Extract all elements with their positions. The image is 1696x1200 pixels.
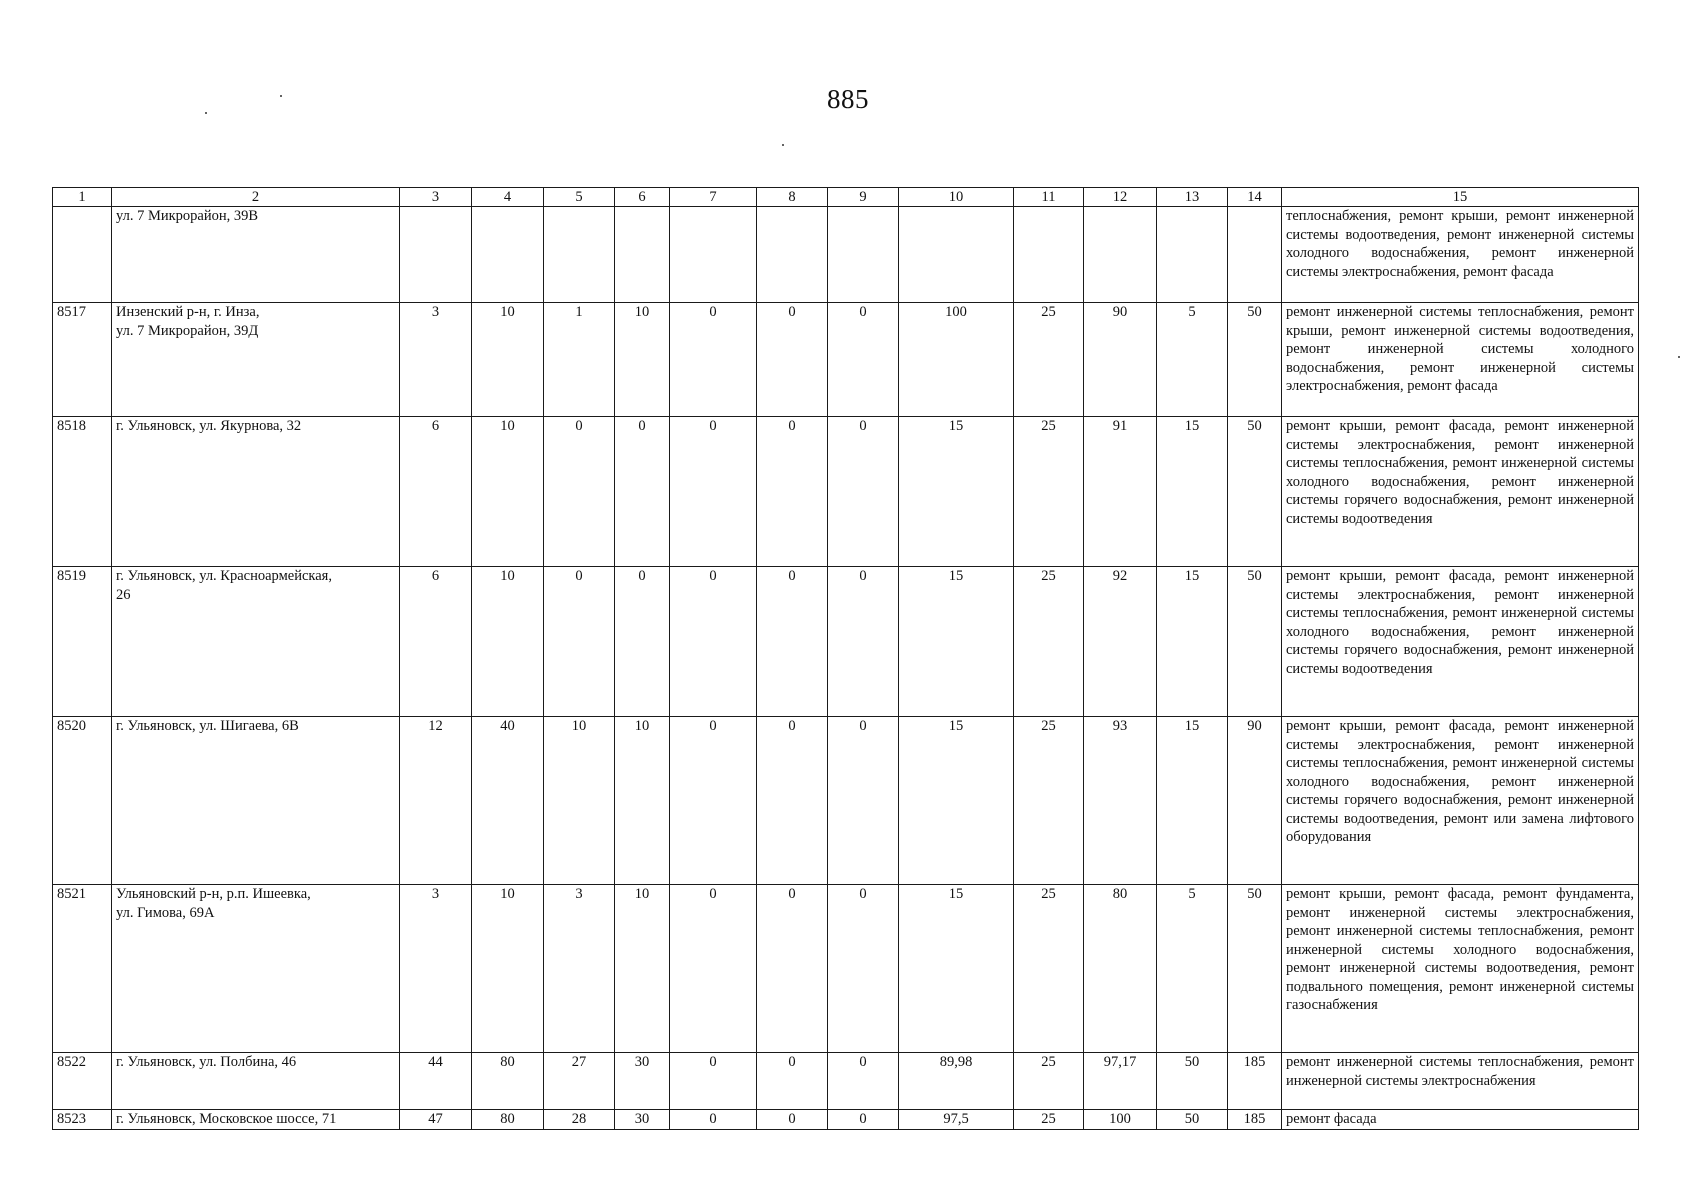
column-header-3: 3 [400,188,472,207]
value-cell: 100 [899,303,1014,417]
value-cell: 0 [757,1053,828,1110]
value-cell: 12 [400,717,472,885]
value-cell [472,207,544,303]
value-cell: 28 [544,1110,615,1130]
value-cell: 3 [400,885,472,1053]
value-cell: 10 [472,885,544,1053]
value-cell [1157,207,1228,303]
value-cell: 15 [1157,717,1228,885]
value-cell [670,207,757,303]
table-row [53,717,1639,885]
value-cell: 89,98 [899,1053,1014,1110]
value-cell: 25 [1014,567,1084,717]
value-cell: 0 [757,567,828,717]
value-cell: 15 [899,717,1014,885]
value-cell: 0 [670,1053,757,1110]
value-cell: 90 [1228,717,1282,885]
column-header-2: 2 [112,188,400,207]
value-cell: 5 [1157,885,1228,1053]
value-cell: 3 [544,885,615,1053]
row-id-cell: 8523 [53,1110,112,1130]
value-cell: 10 [615,717,670,885]
value-cell: 15 [899,567,1014,717]
value-cell: 15 [899,417,1014,567]
value-cell: 0 [828,567,899,717]
row-id-cell: 8521 [53,885,112,1053]
address-cell: г. Ульяновск, ул. Шигаева, 6В [112,717,400,885]
value-cell: 10 [615,885,670,1053]
column-header-5: 5 [544,188,615,207]
value-cell: 25 [1014,303,1084,417]
address-cell: г. Ульяновск, ул. Красноармейская, 26 [112,567,400,717]
table-row [53,417,1639,567]
table-row [53,303,1639,417]
address-cell: Ульяновский р-н, р.п. Ишеевка, ул. Гимова, 69А [112,885,400,1053]
value-cell: 25 [1014,717,1084,885]
column-header-1: 1 [53,188,112,207]
scan-speck [280,95,282,97]
value-cell: 80 [472,1110,544,1130]
value-cell: 92 [1084,567,1157,717]
table-row [53,567,1639,717]
address-cell: г. Ульяновск, Московское шоссе, 71 [112,1110,400,1130]
value-cell: 0 [828,417,899,567]
table-row [53,1053,1639,1110]
value-cell: 0 [757,303,828,417]
address-cell: Инзенский р-н, г. Инза, ул. 7 Микрорайон, 39Д [112,303,400,417]
value-cell: 27 [544,1053,615,1110]
value-cell: 10 [472,567,544,717]
value-cell: 3 [400,303,472,417]
column-header-4: 4 [472,188,544,207]
value-cell: 50 [1228,417,1282,567]
value-cell: 0 [828,717,899,885]
value-cell: 97,17 [1084,1053,1157,1110]
value-cell: 15 [1157,567,1228,717]
scan-speck [205,112,207,114]
column-header-11: 11 [1014,188,1084,207]
repair-works-cell: ремонт инженерной системы теплоснабжения, ремонт крыши, ремонт инженерной системы водоотведения, ремонт инженерной системы холодного водоснабжения, ремонт инженерной системы электроснабжения, ремонт фасада [1282,303,1639,417]
value-cell [828,207,899,303]
value-cell: 100 [1084,1110,1157,1130]
value-cell: 25 [1014,1053,1084,1110]
repair-works-cell: ремонт крыши, ремонт фасада, ремонт инженерной системы электроснабжения, ремонт инженерной системы теплоснабжения, ремонт инженерной системы холодного водоснабжения, ремонт инженерной системы горячего водоснабжения, ремонт инженерной системы водоотведения, ремонт или замена лифтового оборудования [1282,717,1639,885]
value-cell: 25 [1014,885,1084,1053]
value-cell: 0 [670,885,757,1053]
row-id-cell [53,207,112,303]
value-cell [400,207,472,303]
value-cell: 0 [544,567,615,717]
address-cell: г. Ульяновск, ул. Полбина, 46 [112,1053,400,1110]
value-cell: 0 [670,1110,757,1130]
value-cell: 97,5 [899,1110,1014,1130]
value-cell: 50 [1228,885,1282,1053]
row-id-cell: 8519 [53,567,112,717]
value-cell: 0 [828,1110,899,1130]
value-cell [757,207,828,303]
value-cell [1084,207,1157,303]
column-number-header [53,188,1639,207]
column-header-15: 15 [1282,188,1639,207]
row-id-cell: 8517 [53,303,112,417]
repair-works-cell: ремонт крыши, ремонт фасада, ремонт инженерной системы электроснабжения, ремонт инженерной системы теплоснабжения, ремонт инженерной системы холодного водоснабжения, ремонт инженерной системы горячего водоснабжения, ремонт инженерной системы водоотведения [1282,567,1639,717]
repair-works-cell: ремонт крыши, ремонт фасада, ремонт фундамента, ремонт инженерной системы электроснабжения, ремонт инженерной системы теплоснабжения, ремонт инженерной системы холодного водоснабжения, ремонт инженерной системы водоотведения, ремонт подвального помещения, ремонт инженерной системы газоснабжения [1282,885,1639,1053]
column-header-6: 6 [615,188,670,207]
column-header-14: 14 [1228,188,1282,207]
value-cell: 90 [1084,303,1157,417]
value-cell: 30 [615,1110,670,1130]
value-cell: 44 [400,1053,472,1110]
value-cell: 80 [472,1053,544,1110]
value-cell: 0 [828,1053,899,1110]
column-header-10: 10 [899,188,1014,207]
value-cell: 91 [1084,417,1157,567]
value-cell: 10 [544,717,615,885]
row-id-cell: 8520 [53,717,112,885]
value-cell: 30 [615,1053,670,1110]
value-cell: 50 [1157,1110,1228,1130]
page-number: 885 [827,84,869,114]
value-cell: 50 [1228,303,1282,417]
value-cell: 40 [472,717,544,885]
value-cell: 0 [670,303,757,417]
value-cell: 1 [544,303,615,417]
value-cell: 50 [1228,567,1282,717]
scan-speck [782,144,784,146]
value-cell [899,207,1014,303]
column-header-7: 7 [670,188,757,207]
value-cell: 10 [472,303,544,417]
row-id-cell: 8518 [53,417,112,567]
column-header-8: 8 [757,188,828,207]
column-header-13: 13 [1157,188,1228,207]
value-cell: 0 [670,717,757,885]
value-cell: 0 [544,417,615,567]
table-row [53,1110,1639,1130]
value-cell: 185 [1228,1053,1282,1110]
value-cell: 80 [1084,885,1157,1053]
row-id-cell: 8522 [53,1053,112,1110]
value-cell: 0 [670,567,757,717]
repair-works-cell: теплоснабжения, ремонт крыши, ремонт инженерной системы водоотведения, ремонт инженерной системы холодного водоснабжения, ремонт инженерной системы электроснабжения, ремонт фасада [1282,207,1639,303]
value-cell: 50 [1157,1053,1228,1110]
value-cell: 0 [757,417,828,567]
value-cell: 0 [757,1110,828,1130]
repair-works-cell: ремонт инженерной системы теплоснабжения, ремонт инженерной системы электроснабжения [1282,1053,1639,1110]
column-header-9: 9 [828,188,899,207]
value-cell: 6 [400,567,472,717]
address-cell: г. Ульяновск, ул. Якурнова, 32 [112,417,400,567]
value-cell: 6 [400,417,472,567]
value-cell: 0 [615,567,670,717]
value-cell [1228,207,1282,303]
table-row [53,207,1639,303]
value-cell: 0 [615,417,670,567]
value-cell [615,207,670,303]
value-cell [544,207,615,303]
value-cell: 25 [1014,1110,1084,1130]
value-cell: 10 [472,417,544,567]
value-cell: 0 [670,417,757,567]
value-cell: 0 [828,303,899,417]
value-cell: 15 [1157,417,1228,567]
value-cell: 0 [757,717,828,885]
value-cell: 15 [899,885,1014,1053]
address-cell: ул. 7 Микрорайон, 39В [112,207,400,303]
scan-speck [1678,356,1680,358]
value-cell: 47 [400,1110,472,1130]
table-row [53,885,1639,1053]
value-cell: 10 [615,303,670,417]
repair-works-cell: ремонт фасада [1282,1110,1639,1130]
value-cell: 5 [1157,303,1228,417]
value-cell: 93 [1084,717,1157,885]
value-cell [1014,207,1084,303]
value-cell: 185 [1228,1110,1282,1130]
table-body [53,207,1639,1130]
value-cell: 0 [757,885,828,1053]
column-header-12: 12 [1084,188,1157,207]
repair-works-cell: ремонт крыши, ремонт фасада, ремонт инженерной системы электроснабжения, ремонт инженерной системы теплоснабжения, ремонт инженерной системы холодного водоснабжения, ремонт инженерной системы горячего водоснабжения, ремонт инженерной системы водоотведения [1282,417,1639,567]
repair-registry-table [52,187,1639,1130]
value-cell: 0 [828,885,899,1053]
value-cell: 25 [1014,417,1084,567]
